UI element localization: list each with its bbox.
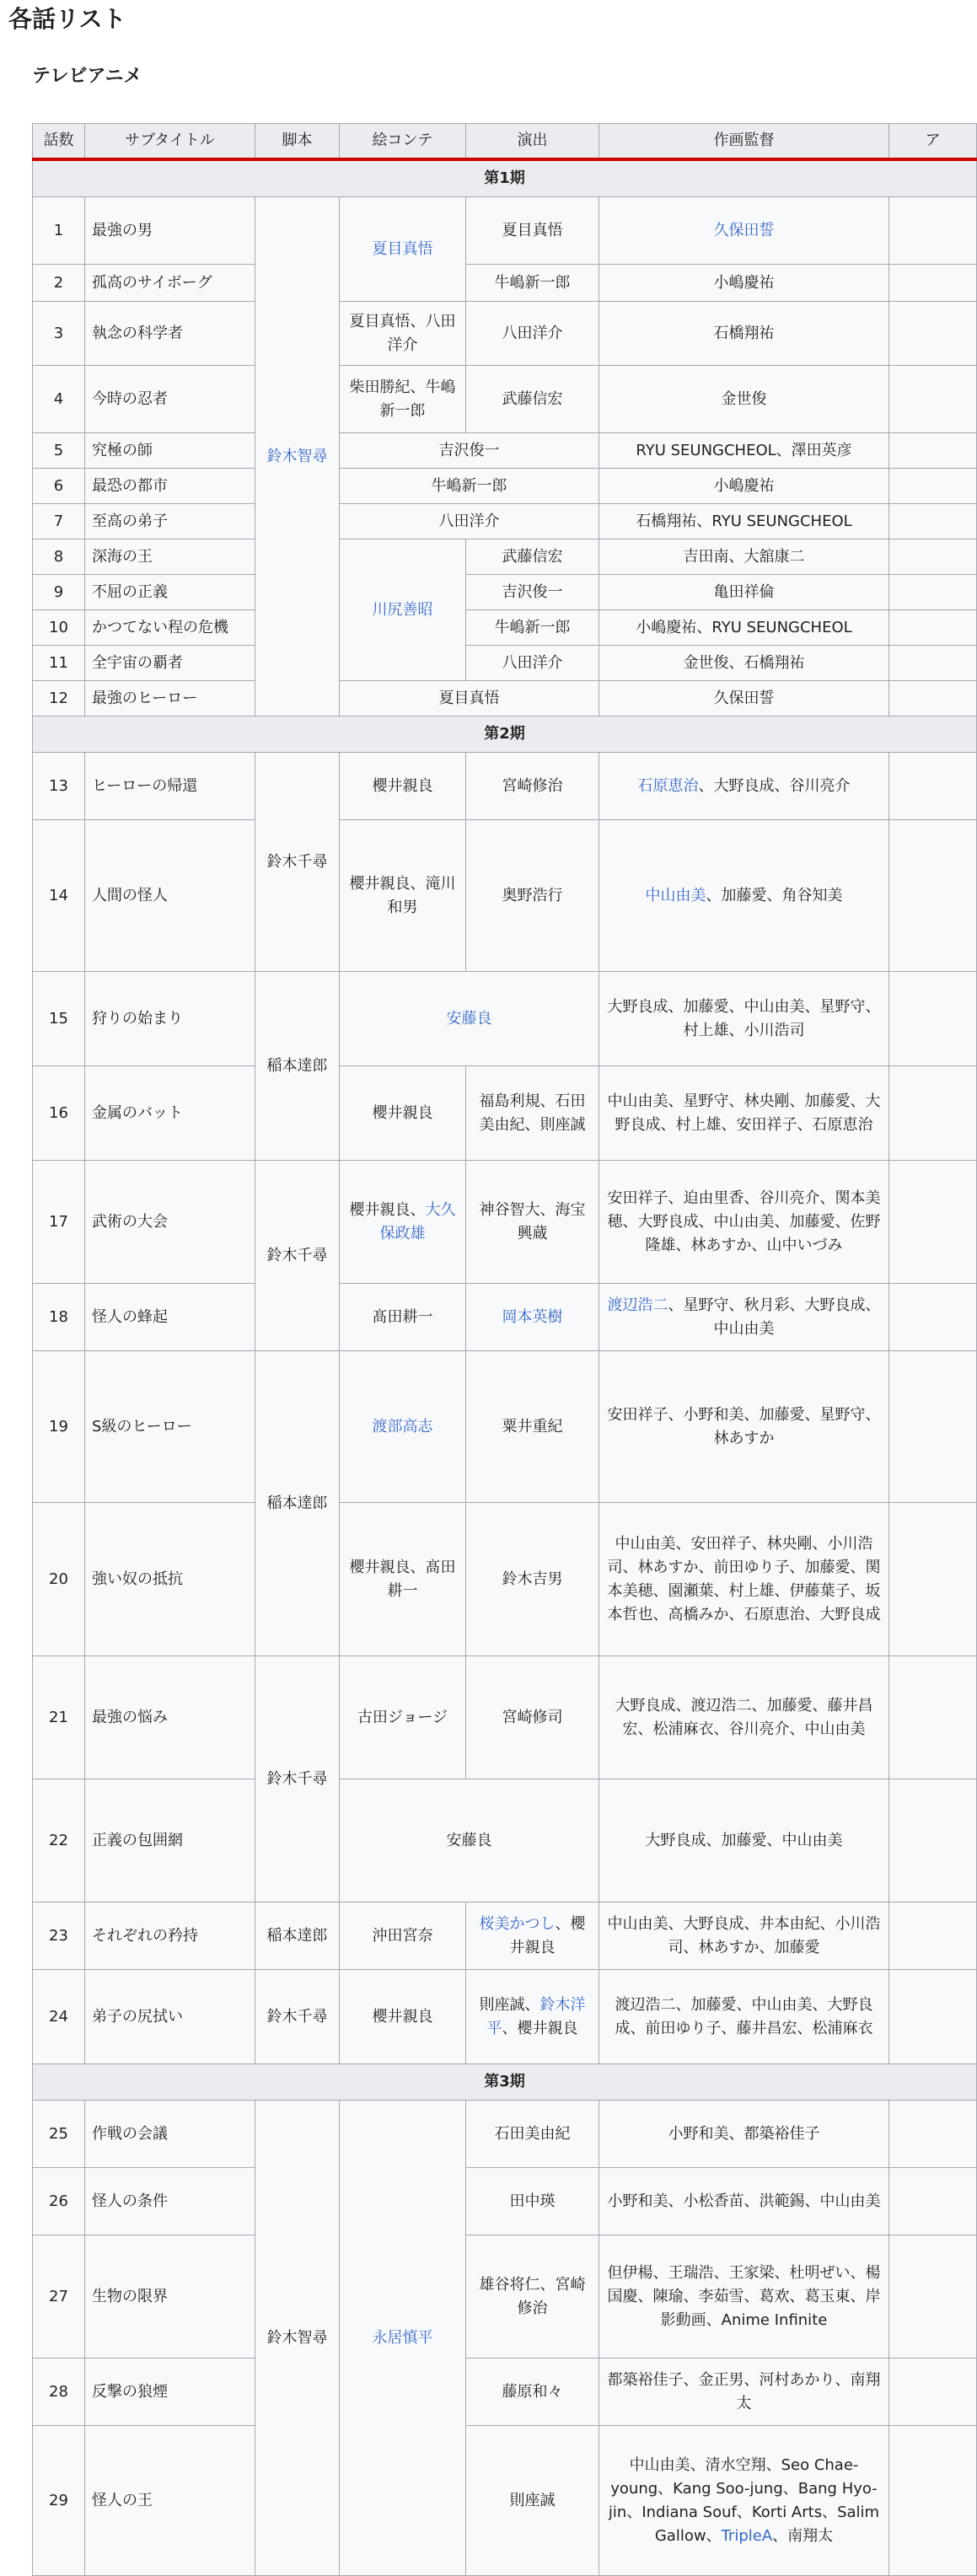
storyboard-direction-link[interactable]: 安藤良 [340,972,599,1066]
episode-number: 25 [33,2101,85,2168]
episode-number: 2 [33,265,85,302]
animation-cell: 安田祥子、迫由里香、谷川亮介、関本美穂、大野良成、中山由美、加藤愛、佐野隆雄、林あすか、山中いづみ [599,1161,889,1284]
animation-cell: 大野良成、加藤愛、中山由美、星野守、村上雄、小川浩司 [599,972,889,1066]
extra-cell [889,469,977,504]
animation-text: 、星野守、秋月彩、大野良成、中山由美 [668,1296,881,1338]
animation-cell [599,2426,889,2576]
direction-link[interactable]: 岡本英樹 [466,1284,599,1351]
script-cell: 稲本達郎 [255,1351,340,1656]
episode-title: S級のヒーロー [85,1351,255,1503]
animation-cell: 石橋翔祐、RYU SEUNGCHEOL [599,504,889,539]
animation-cell [599,753,889,820]
animation-link[interactable]: 渡辺浩二 [607,1296,668,1314]
episode-title: 怪人の蜂起 [85,1284,255,1351]
season-label: 第2期 [33,716,977,753]
episode-number: 18 [33,1284,85,1351]
episode-title: 孤高のサイボーグ [85,265,255,302]
animation-cell: 久保田誓 [599,681,889,716]
storyboard-link[interactable]: 大久保政雄 [379,1200,456,1242]
direction-cell: 牛嶋新一郎 [466,610,599,646]
episode-title: 武術の大会 [85,1161,255,1284]
animation-link[interactable]: 久保田誓 [599,197,889,265]
episode-table-wrap [32,123,941,2576]
direction-cell [466,1902,599,1970]
animation-cell: 亀田祥倫 [599,575,889,610]
extra-cell [889,1503,977,1656]
animation-cell: 小嶋慶祐 [599,265,889,302]
animation-link[interactable]: 中山由美 [645,886,706,904]
table-row [33,681,977,716]
table-row [33,820,977,972]
episode-title: 深海の王 [85,539,255,575]
storyboard-direction-cell: 牛嶋新一郎 [340,469,599,504]
extra-cell [889,1902,977,1970]
storyboard-cell: 櫻井親良 [340,1066,466,1161]
extra-cell [889,433,977,469]
extra-cell [889,2101,977,2168]
direction-cell: 宮崎修治 [466,753,599,820]
extra-cell [889,2235,977,2359]
animation-cell: 安田祥子、小野和美、加藤愛、星野守、林あすか [599,1351,889,1503]
storyboard-link[interactable]: 夏目真悟 [340,197,466,302]
extra-cell [889,1351,977,1503]
table-row [33,1351,977,1503]
col-header-episode: 話数 [33,124,85,160]
storyboard-link[interactable]: 渡部高志 [340,1351,466,1503]
table-row [33,433,977,469]
episode-number: 19 [33,1351,85,1503]
extra-cell [889,539,977,575]
direction-cell: 宮崎修司 [466,1656,599,1779]
episode-title: 強い奴の抵抗 [85,1503,255,1656]
episode-number: 12 [33,681,85,716]
table-row [33,1503,977,1656]
table-row [33,366,977,433]
episode-title: 狩りの始まり [85,972,255,1066]
episode-number: 11 [33,646,85,681]
table-row [33,265,977,302]
animation-cell: 吉田南、大舘康二 [599,539,889,575]
table-header-row [33,124,977,160]
table-row [33,2359,977,2426]
direction-cell: 石田美由紀 [466,2101,599,2168]
col-header-extra: ア [889,124,977,160]
episode-title: 最強の悩み [85,1656,255,1779]
col-header-script: 脚本 [255,124,340,160]
table-row [33,302,977,366]
episode-title: 生物の限界 [85,2235,255,2359]
table-row [33,575,977,610]
extra-cell [889,1284,977,1351]
table-row [33,469,977,504]
table-row [33,2426,977,2576]
storyboard-link[interactable]: 川尻善昭 [340,539,466,681]
storyboard-cell: 夏目真悟、八田洋介 [340,302,466,366]
extra-cell [889,972,977,1066]
episode-title: 執念の科学者 [85,302,255,366]
episode-title: 正義の包囲網 [85,1779,255,1902]
animation-cell: 金世俊、石橋翔祐 [599,646,889,681]
episode-number: 21 [33,1656,85,1779]
section-heading: テレビアニメ [32,66,142,87]
episode-number: 24 [33,1970,85,2064]
animation-cell: 大野良成、渡辺浩二、加藤愛、藤井昌宏、松浦麻衣、谷川亮介、中山由美 [599,1656,889,1779]
direction-cell: 武藤信宏 [466,366,599,433]
season-row [33,159,977,197]
extra-cell [889,302,977,366]
animation-cell: 小野和美、都築裕佳子 [599,2101,889,2168]
episode-number: 27 [33,2235,85,2359]
direction-text: 、櫻井親良 [502,2019,578,2037]
extra-cell [889,1970,977,2064]
animation-text: 中山由美、清水空翔、Seo Chae-young、Kang Soo-jung、Bang Hyo-jin、Indiana Souf、Korti Arts、Salim Gallow、 [608,2455,880,2545]
episode-number: 3 [33,302,85,366]
storyboard-text: 櫻井親良、 [349,1200,426,1219]
direction-cell: 牛嶋新一郎 [466,265,599,302]
script-cell: 鈴木千尋 [255,753,340,972]
extra-cell [889,646,977,681]
episode-number: 22 [33,1779,85,1902]
episode-table [32,123,977,2576]
col-header-storyboard: 絵コンテ [340,124,466,160]
episode-number: 17 [33,1161,85,1284]
table-row [33,1902,977,1970]
table-row [33,610,977,646]
season-label: 第1期 [33,159,977,197]
episode-number: 4 [33,366,85,433]
episode-number: 8 [33,539,85,575]
extra-cell [889,681,977,716]
animation-cell: 但伊楊、王瑞浩、王家梁、杜明ぜい、楊国慶、陳瑜、李茹雪、葛欢、葛玉東、岸影動画、Anime Infinite [599,2235,889,2359]
script-cell: 稲本達郎 [255,972,340,1161]
episode-number: 7 [33,504,85,539]
episode-title: 怪人の王 [85,2426,255,2576]
episode-number: 13 [33,753,85,820]
episode-title: 今時の忍者 [85,366,255,433]
table-row [33,504,977,539]
extra-cell [889,1066,977,1161]
animation-text: 、南翔太 [772,2526,834,2545]
season-label: 第3期 [33,2064,977,2101]
extra-cell [889,1779,977,1902]
storyboard-cell: 櫻井親良 [340,753,466,820]
table-row [33,1970,977,2064]
animation-cell: 中山由美、安田祥子、林央剛、小川浩司、林あすか、前田ゆり子、加藤愛、関本美穂、園瀬葉、村上雄、伊藤葉子、坂本哲也、高橋みか、石原恵治、大野良成 [599,1503,889,1656]
table-row [33,1066,977,1161]
episode-title: ヒーローの帰還 [85,753,255,820]
animation-cell [599,1284,889,1351]
episode-title: 弟子の尻拭い [85,1970,255,2064]
extra-cell [889,1161,977,1284]
table-row [33,1779,977,1902]
direction-cell [466,1970,599,2064]
episode-number: 6 [33,469,85,504]
animation-cell: 小嶋慶祐、RYU SEUNGCHEOL [599,610,889,646]
episode-title: それぞれの矜持 [85,1902,255,1970]
table-row [33,972,977,1066]
extra-cell [889,504,977,539]
extra-cell [889,753,977,820]
storyboard-direction-cell: 安藤良 [340,1779,599,1902]
table-row [33,1284,977,1351]
script-cell: 鈴木千尋 [255,1970,340,2064]
episode-title: 最強のヒーロー [85,681,255,716]
script-cell: 鈴木千尋 [255,1656,340,1902]
table-row [33,646,977,681]
episode-title: 反撃の狼煙 [85,2359,255,2426]
script-link[interactable]: 鈴木智尋 [255,197,340,716]
animation-cell: 小嶋慶祐 [599,469,889,504]
extra-cell [889,1656,977,1779]
animation-cell: 石橋翔祐 [599,302,889,366]
col-header-subtitle: サブタイトル [85,124,255,160]
storyboard-cell: 櫻井親良 [340,1970,466,2064]
direction-cell: 夏目真悟 [466,197,599,265]
season-row [33,2064,977,2101]
direction-cell: 神谷智大、海宝興蔵 [466,1161,599,1284]
extra-cell [889,610,977,646]
table-row [33,2101,977,2168]
direction-cell: 雄谷将仁、宮崎修治 [466,2235,599,2359]
storyboard-cell: 櫻井親良、髙田耕一 [340,1503,466,1656]
animation-link[interactable]: TripleA [721,2526,773,2545]
episode-number: 10 [33,610,85,646]
table-row [33,2235,977,2359]
episode-title: 金属のバット [85,1066,255,1161]
direction-cell: 田中瑛 [466,2168,599,2235]
season-row [33,716,977,753]
animation-text: 、大野良成、谷川亮介 [698,776,851,795]
direction-cell: 福島利規、石田美由紀、則座誠 [466,1066,599,1161]
episode-number: 5 [33,433,85,469]
direction-cell: 藤原和々 [466,2359,599,2426]
episode-number: 28 [33,2359,85,2426]
table-row [33,539,977,575]
col-header-animation: 作画監督 [599,124,889,160]
animation-cell: 金世俊 [599,366,889,433]
episode-title: かつてない程の危機 [85,610,255,646]
animation-cell: 中山由美、星野守、林央剛、加藤愛、大野良成、村上雄、安田祥子、石原恵治 [599,1066,889,1161]
extra-cell [889,197,977,265]
episode-title: 至高の弟子 [85,504,255,539]
storyboard-cell: 柴田勝紀、牛嶋新一郎 [340,366,466,433]
extra-cell [889,265,977,302]
storyboard-cell: 櫻井親良、滝川和男 [340,820,466,972]
episode-number: 9 [33,575,85,610]
storyboard-cell: 古田ジョージ [340,1656,466,1779]
episode-number: 29 [33,2426,85,2576]
storyboard-direction-cell: 夏目真悟 [340,681,599,716]
animation-cell: 小野和美、小松香苗、洪範錫、中山由美 [599,2168,889,2235]
direction-cell: 八田洋介 [466,302,599,366]
page-heading: 各話リスト [8,5,126,33]
extra-cell [889,575,977,610]
storyboard-cell [340,1161,466,1284]
animation-link[interactable]: 石原恵治 [637,776,699,795]
table-row [33,197,977,265]
direction-cell: 八田洋介 [466,646,599,681]
animation-cell: 都築裕佳子、金正男、河村あかり、南翔太 [599,2359,889,2426]
episode-title: 全宇宙の覇者 [85,646,255,681]
animation-cell: RYU SEUNGCHEOL、澤田英彦 [599,433,889,469]
table-row [33,1656,977,1779]
episode-title: 怪人の条件 [85,2168,255,2235]
direction-link[interactable]: 鈴木洋平 [486,1995,586,2037]
extra-cell [889,820,977,972]
episode-number: 1 [33,197,85,265]
storyboard-link[interactable]: 永居慎平 [340,2101,466,2576]
episode-title: 不屈の正義 [85,575,255,610]
episode-number: 14 [33,820,85,972]
table-row [33,1161,977,1284]
extra-cell [889,2168,977,2235]
episode-title: 人間の怪人 [85,820,255,972]
episode-number: 20 [33,1503,85,1656]
episode-title: 作戦の会議 [85,2101,255,2168]
animation-cell: 大野良成、加藤愛、中山由美 [599,1779,889,1902]
animation-cell [599,820,889,972]
script-cell: 鈴木智尋 [255,2101,340,2576]
episode-number: 23 [33,1902,85,1970]
animation-text: 、加藤愛、角谷知美 [706,886,843,904]
direction-text: 則座誠、 [479,1995,540,2014]
episode-number: 16 [33,1066,85,1161]
direction-cell: 則座誠 [466,2426,599,2576]
storyboard-direction-cell: 八田洋介 [340,504,599,539]
extra-cell [889,366,977,433]
episode-number: 15 [33,972,85,1066]
table-row [33,2168,977,2235]
storyboard-cell: 沖田宮奈 [340,1902,466,1970]
direction-cell: 粟井重紀 [466,1351,599,1503]
direction-cell: 吉沢俊一 [466,575,599,610]
table-row [33,753,977,820]
direction-link[interactable]: 桜美かつし [479,1914,556,1933]
episode-title: 最強の男 [85,197,255,265]
extra-cell [889,2426,977,2576]
animation-cell: 渡辺浩二、加藤愛、中山由美、大野良成、前田ゆり子、藤井昌宏、松浦麻衣 [599,1970,889,2064]
direction-cell: 奥野浩行 [466,820,599,972]
script-cell: 鈴木千尋 [255,1161,340,1351]
episode-number: 26 [33,2168,85,2235]
direction-cell: 鈴木吉男 [466,1503,599,1656]
storyboard-direction-cell: 吉沢俊一 [340,433,599,469]
col-header-direction: 演出 [466,124,599,160]
episode-title: 最恐の都市 [85,469,255,504]
script-cell: 稲本達郎 [255,1902,340,1970]
animation-cell: 中山由美、大野良成、井本由紀、小川浩司、林あすか、加藤愛 [599,1902,889,1970]
direction-text: 、櫻井親良 [509,1914,586,1956]
extra-cell [889,2359,977,2426]
direction-cell: 武藤信宏 [466,539,599,575]
storyboard-cell: 髙田耕一 [340,1284,466,1351]
episode-title: 究極の師 [85,433,255,469]
